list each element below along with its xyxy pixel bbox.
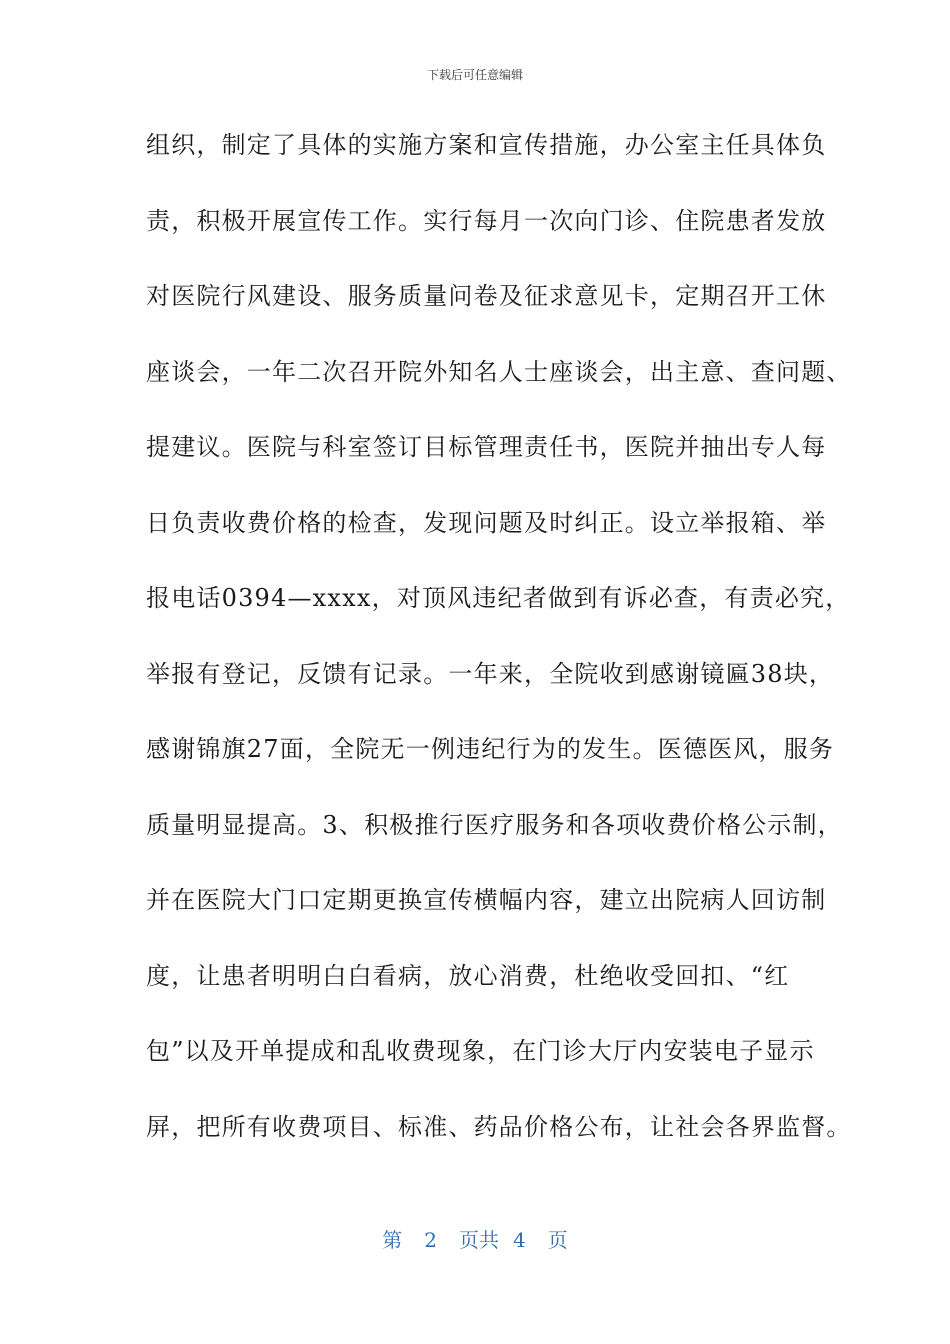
body-paragraph — [146, 125, 852, 1182]
text-line-12: 度，让患者明明白白看病，放心消费，杜绝收受回扣、“红 — [146, 961, 790, 990]
footer-middle: 页共 — [459, 1228, 499, 1252]
footer-suffix: 页 — [547, 1228, 568, 1252]
text-line-11: 并在医院大门口定期更换宣传横幅内容，建立出院病人回访制 — [146, 886, 827, 914]
text-line-6: 日负责收费价格的检查，发现问题及时纠正。设立举报箱、举 — [146, 508, 827, 537]
page-number-footer — [0, 1224, 950, 1253]
text-line-1: 组织，制定了具体的实施方案和宣传措施，办公室主任具体负 — [146, 131, 827, 159]
text-line-9: 感谢锦旗27面，全院无一例违纪行为的发生。医德医风，服务 — [146, 735, 835, 763]
page-header-note: 下载后可任意编辑 — [426, 68, 523, 82]
footer-total-pages: 4 — [513, 1228, 526, 1252]
text-line-8: 举报有登记，反馈有记录。一年来，全院收到感谢镜匾38块， — [146, 659, 835, 688]
footer-prefix: 第 — [382, 1228, 403, 1252]
text-line-4: 座谈会，一年二次召开院外知名人士座谈会，出主意、查问题、 — [146, 357, 852, 386]
text-line-7: 报电话0394—xxxx，对顶风违纪者做到有诉必查，有责必究， — [146, 584, 851, 612]
footer-current-page: 2 — [424, 1228, 437, 1252]
text-line-13: 包”以及开单提成和乱收费现象，在门诊大厅内安装电子显示 — [146, 1037, 815, 1065]
text-line-14: 屏，把所有收费项目、标准、药品价格公布，让社会各界监督。 — [146, 1112, 852, 1141]
text-line-2: 责，积极开展宣传工作。实行每月一次向门诊、住院患者发放 — [146, 206, 827, 235]
text-line-3: 对医院行风建设、服务质量问卷及征求意见卡，定期召开工休 — [146, 282, 827, 310]
text-line-10: 质量明显提高。3、积极推行医疗服务和各项收费价格公示制， — [146, 810, 843, 839]
text-line-5: 提建议。医院与科室签订目标管理责任书，医院并抽出专人每 — [146, 433, 827, 461]
